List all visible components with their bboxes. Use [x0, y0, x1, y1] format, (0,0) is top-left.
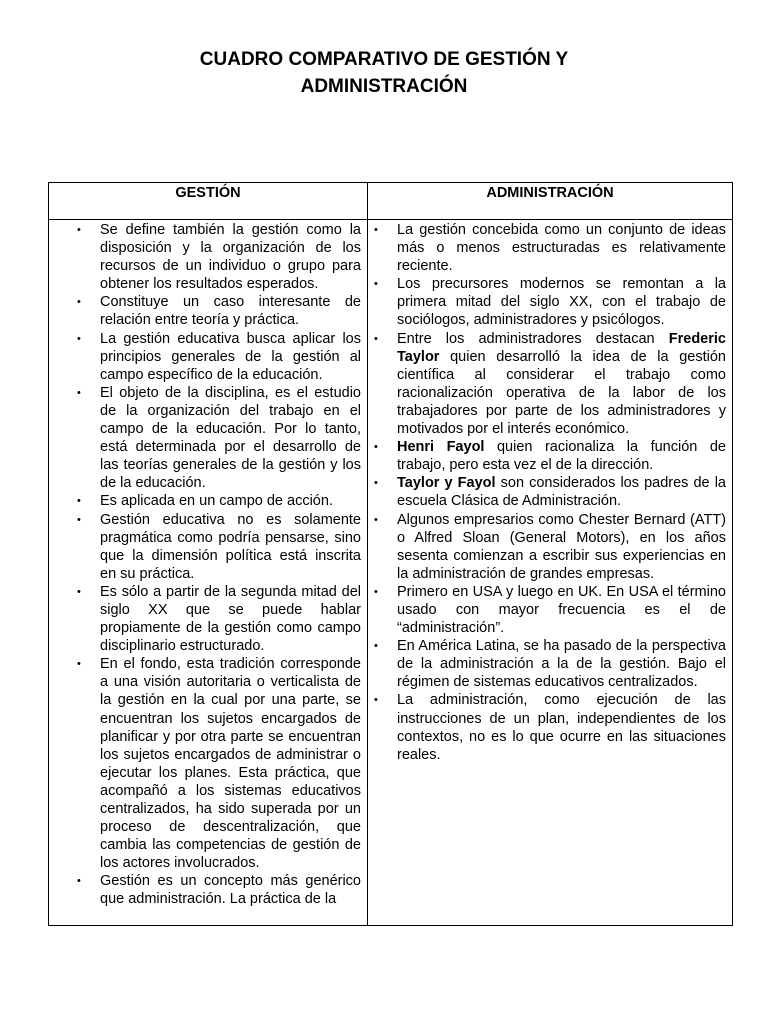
item-text: quien desarrolló la idea de la gestión científica al considerar el trabajo como racionalización operativa de la labor de los trabajadores por parte de los administradores y motivados por el interés económico. — [397, 348, 726, 438]
item-text: Los precursores modernos se remontan a la primera mitad del siglo XX, con el trabajo de sociólogos, administradores y psicólogos. — [397, 276, 726, 329]
administracion-item — [368, 275, 732, 329]
administracion-item — [368, 438, 732, 474]
item-text-prefix: Entre los administradores destacan — [397, 330, 669, 347]
item-text: En el fondo, esta tradición corresponde a una visión autoritaria o verticalista de la gestión en la cual por una parte, se encuentran los sujetos encargados de planificar y por otra parte se encuentran los sujetos encargados de administrar o ejecutar los planes. Esta práctica, que acompañó a los sistemas educativos centralizados, ha sido superada por un proceso de descentralización, que cambia las competencias de gestión de los actores involucrados. — [100, 656, 361, 872]
comparison-table — [48, 182, 733, 926]
item-text: Gestión educativa no es solamente pragmática como podría pensarse, sino que la dimensión política está inscrita en su práctica. — [100, 511, 361, 582]
item-text: Se define también la gestión como la disposición y la organización de los recursos de un individuo o grupo para obtener los resultados esperados. — [100, 222, 361, 293]
bullet-marker: • — [374, 224, 378, 236]
item-text: son considerados los padres de la escuela Clásica de Administración. — [397, 475, 726, 510]
gestion-item — [49, 492, 367, 510]
gestion-item — [49, 872, 367, 908]
bullet-marker: • — [77, 875, 81, 888]
gestion-column — [49, 221, 367, 925]
table-header-row — [49, 183, 732, 220]
item-text: La gestión concebida como un conjunto de ideas más o menos estructuradas es relativamente reciente. — [397, 222, 726, 275]
item-text: Gestión es un concepto más genérico que administración. La práctica de la — [100, 873, 361, 908]
bullet-marker: • — [374, 332, 378, 345]
gestion-item — [49, 330, 367, 384]
item-text: Es sólo a partir de la segunda mitad del siglo XX que se puede hablar propiamente de la gestión como campo disciplinario estructurado. — [100, 583, 361, 655]
administracion-item — [368, 511, 732, 583]
administracion-item — [368, 330, 732, 439]
item-text: Constituye un caso interesante de relación entre teoría y práctica. — [100, 294, 361, 329]
item-text: Primero en USA y luego en UK. En USA el término usado con mayor frecuencia es el de “administración”. — [397, 583, 726, 637]
gestion-item — [49, 293, 367, 329]
bullet-marker: • — [374, 585, 378, 598]
bullet-marker: • — [374, 477, 378, 490]
bullet-marker: • — [374, 640, 378, 653]
administracion-item — [368, 691, 732, 763]
document-title-line-1: CUADRO COMPARATIVO DE GESTIÓN Y — [199, 49, 569, 70]
item-bold-text: Henri Fayol — [397, 439, 485, 456]
bullet-marker: • — [374, 694, 378, 707]
item-text: La administración, como ejecución de las instrucciones de un plan, independientes de los contextos, no es lo que ocurre en las situaciones reales. — [397, 692, 726, 763]
item-bold-text: Frederic Taylor — [397, 330, 726, 365]
document-title-line-2: ADMINISTRACIÓN — [300, 76, 468, 97]
item-text: quien racionaliza la función de trabajo, pero esta vez el de la dirección. — [397, 439, 726, 474]
document-title — [0, 46, 768, 100]
bullet-marker: • — [374, 513, 378, 526]
item-text: El objeto de la disciplina, es el estudio de la organización del trabajo en el campo de la educación. Por lo tanto, está determinada por el desarrollo de las teorías generales de la gestión y los de la educación. — [100, 384, 361, 492]
gestion-bullet-list — [49, 221, 367, 909]
header-gestion: GESTIÓN — [175, 185, 241, 201]
bullet-marker: • — [374, 278, 378, 291]
administracion-column — [368, 221, 732, 925]
bullet-marker: • — [77, 296, 81, 309]
gestion-item — [49, 655, 367, 872]
bullet-marker: • — [77, 513, 81, 526]
administracion-item — [368, 583, 732, 637]
administracion-item — [368, 221, 732, 275]
gestion-item — [49, 511, 367, 583]
item-bold-text: Taylor y Fayol — [397, 475, 496, 492]
item-text: Es aplicada en un campo de acción. — [100, 493, 333, 510]
bullet-marker: • — [77, 224, 81, 236]
bullet-marker: • — [77, 386, 81, 399]
gestion-item — [49, 221, 367, 293]
administracion-item — [368, 637, 732, 691]
item-text: Algunos empresarios como Chester Bernard (ATT) o Alfred Sloan (General Motors), en los años sesenta comienzan a escribir sus experiencias en la administración de grandes empresas. — [397, 511, 726, 582]
bullet-marker: • — [77, 332, 81, 345]
bullet-marker: • — [77, 495, 81, 508]
item-text: La gestión educativa busca aplicar los principios generales de la gestión al campo específico de la educación. — [100, 330, 361, 383]
bullet-marker: • — [374, 441, 378, 454]
administracion-item — [368, 474, 732, 510]
bullet-marker: • — [77, 658, 81, 671]
item-text: En América Latina, se ha pasado de la perspectiva de la administración a la de la gestión. Bajo el régimen de sistemas educativos centralizados. — [397, 638, 726, 691]
administracion-bullet-list — [368, 221, 732, 764]
gestion-item — [49, 384, 367, 493]
bullet-marker: • — [77, 585, 81, 598]
gestion-item — [49, 583, 367, 655]
header-administracion: ADMINISTRACIÓN — [486, 185, 614, 201]
